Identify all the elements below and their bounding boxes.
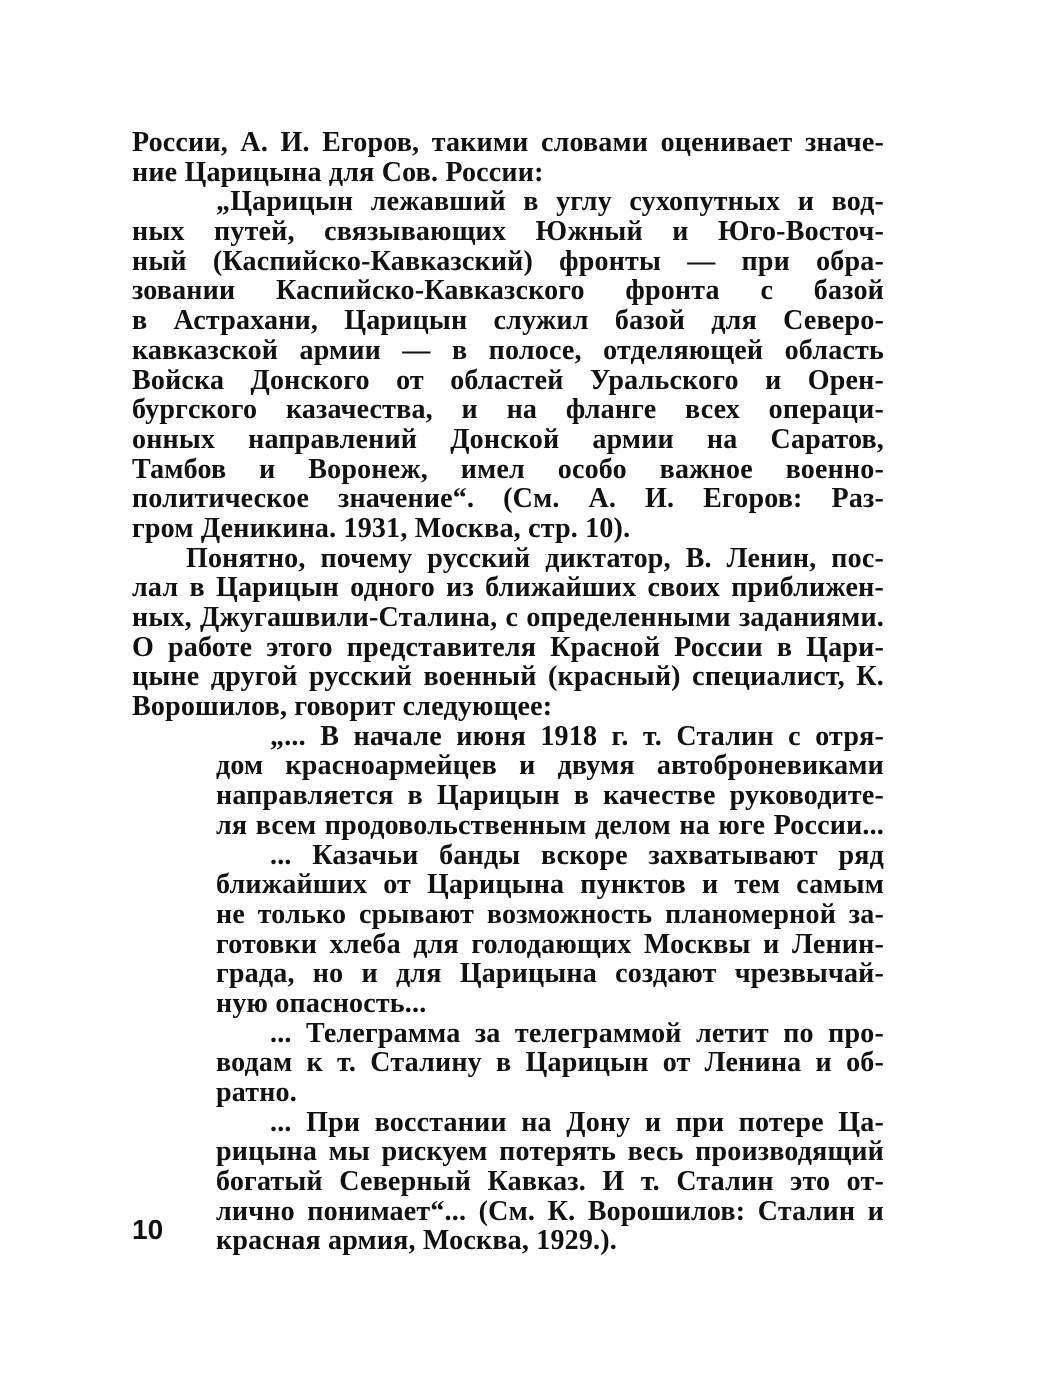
text-line: ... Телеграмма за телеграммой летит по про-: [270, 1017, 884, 1049]
text-line: ную опасность...: [216, 987, 427, 1019]
text-line: России, А. И. Егоров, такими словами оценивает значе-: [132, 127, 884, 158]
text-line: „Царицын лежавший в углу сухопутных и вод-: [216, 186, 884, 218]
text-line: дом красноармейцев и двумя автоброневиками: [216, 750, 884, 782]
text-line: ный (Каспийско-Кавказский) фронты — при обра-: [132, 245, 884, 277]
text-line: ля всем продовольственным делом на юге России...: [216, 809, 884, 841]
text-line: кавказской армии — в полосе, отделяющей область: [132, 334, 884, 366]
text-line: Понятно, почему русский диктатор, В. Ленин, пос-: [186, 542, 884, 574]
text-line: ных, Джугашвили-Сталина, с определенными заданиями.: [132, 602, 884, 633]
text-line: не только срывают возможность планомерной за-: [216, 898, 884, 930]
text-line: направляется в Царицын в качестве руководите-: [216, 780, 884, 812]
text-line: ... При восстании на Дону и при потере Ца-: [270, 1106, 884, 1138]
quote-egorov: [132, 187, 884, 543]
text-line: Войска Донского от областей Уральского и Орен-: [132, 364, 884, 396]
text-line: бургского казачества, и на фланге всех операци-: [132, 394, 884, 426]
paragraph-intro: [132, 128, 884, 187]
text-line: политическое значение“. (См. А. И. Егоров: Раз-: [132, 483, 884, 515]
text-line: ратно.: [216, 1077, 297, 1108]
text-line: гром Деникина. 1931, Москва, стр. 10).: [132, 512, 631, 544]
text-line: ближайших от Царицына пунктов и тем самым: [216, 869, 884, 901]
quote-voroshilov: [132, 722, 884, 1256]
text-line: водам к т. Сталину в Царицын от Ленина и об-: [216, 1047, 884, 1079]
page-body: [132, 128, 884, 1256]
text-line: „... В начале июня 1918 г. т. Сталин с отря-: [270, 720, 884, 752]
text-line: богатый Северный Кавказ. И т. Сталин это от-: [216, 1166, 884, 1198]
text-line: рицына мы рискуем потерять весь производящий: [216, 1136, 884, 1168]
text-line: ... Казачьи банды вскоре захватывают ряд: [270, 839, 884, 871]
text-line: лично понимает“... (См. К. Ворошилов: Сталин и: [216, 1195, 884, 1227]
text-line: онных направлений Донской армии на Саратов,: [132, 423, 884, 455]
paragraph-lenin: [132, 544, 884, 722]
text-line: цыне другой русский военный (красный) специалист, К.: [132, 661, 884, 693]
page-number: 10: [132, 1214, 164, 1245]
text-line: ных путей, связывающих Южный и Юго-Восточ-: [132, 216, 884, 248]
text-line: ние Царицына для Сов. России:: [132, 156, 544, 188]
text-line: О работе этого представителя Красной России в Цари-: [132, 631, 884, 663]
text-line: Тамбов и Воронеж, имел особо важное военно-: [132, 453, 884, 485]
text-line: Ворошилов, говорит следующее:: [132, 691, 553, 723]
text-line: зовании Каспийско-Кавказского фронта с базой: [132, 275, 884, 307]
text-line: града, но и для Царицына создают чрезвычай-: [216, 958, 884, 990]
text-line: красная армия, Москва, 1929.).: [216, 1225, 617, 1257]
text-line: в Астрахани, Царицын служил базой для Северо-: [132, 305, 884, 337]
text-line: лал в Царицын одного из ближайших своих приближен-: [132, 572, 884, 604]
text-line: готовки хлеба для голодающих Москвы и Ленин-: [216, 928, 884, 960]
